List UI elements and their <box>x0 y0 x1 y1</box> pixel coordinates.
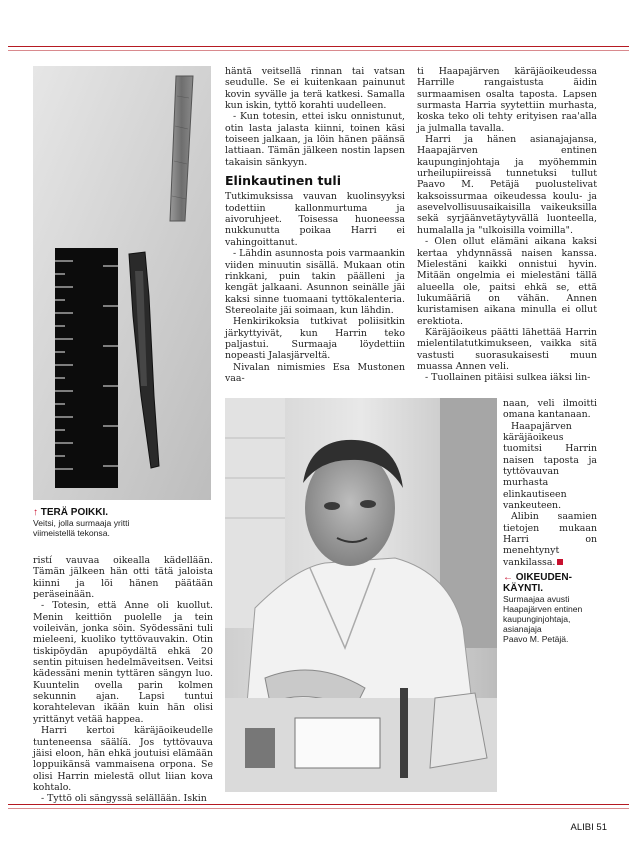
column-2-text <box>225 66 405 384</box>
caption-lawyer-head <box>503 572 599 583</box>
arrow-left-icon: ← <box>503 572 513 583</box>
paragraph: Haapajärven käräjäoikeus tuomitsi Harrin naisen taposta ja tyttövauvan murhasta elinkautiseen vankeuteen. <box>503 420 597 512</box>
paragraph: - Tuollainen pitäisi sulkea iäksi lin- <box>425 372 591 384</box>
caption-knife-line-1: Veitsi, jolla surmaaja yritti <box>33 518 130 528</box>
caption-lawyer-line-5: Paavo M. Petäjä. <box>503 634 569 644</box>
paragraph: Käräjäoikeus päätti lähettää Harrin mielentilatutkimukseen, vaikka sitä vastusti suorasukaisesti muun muassa Annen veli. <box>417 326 597 372</box>
caption-knife-title: TERÄ POIKKI. <box>40 507 109 518</box>
paragraph: - Olen ollut elämäni aikana kaksi kertaa yhdynnässä naisen kanssa. Mielestäni kaikki onnistui hyvin. Mitään ongelmia ei mielestäni tällä alueella ole, paitsi ehkä se, että lukumääriä on vähän. Annen kuristamisen aikana minulla ei ollut erektiota. <box>417 236 597 327</box>
arrow-up-icon: ↑ <box>33 507 38 518</box>
knife-photo <box>33 66 211 500</box>
caption-lawyer-line-1: Surmaajaa avusti <box>503 594 570 604</box>
paragraph: - Kun totesin, ettei isku onnistunut, otin lasta jalasta kiinni, toinen käsi toiseen jalkaan, ja löin hänen päänsä lattiaan. Tämän jälkeen nostin lapsen takaisin sänkyyn. <box>225 111 405 168</box>
caption-knife-line-2: viimeistellä tekonsa. <box>33 528 110 538</box>
caption-knife-head <box>33 507 213 518</box>
bottom-rule-thin <box>8 808 629 809</box>
page-number: ALIBI 51 <box>570 822 607 833</box>
column-1-text <box>33 555 213 805</box>
knife-photo-art <box>33 66 211 500</box>
caption-lawyer-title-2: KÄYNTI. <box>503 583 543 594</box>
paragraph: - Lähdin asunnosta pois varmaankin viiden minuutin sisällä. Mukaan otin rinkkani, puin takin päälleni ja kengät jalkaani. Asunnon seinälle jäi kaksi sinne tuomaani tyttökalenteria. Stereolaite jäi soimaan, kun lähdin. <box>225 248 405 316</box>
lawyer-photo-art <box>225 398 497 792</box>
closing-text: Alibin saamien tietojen mukaan Harri on menehtynyt vankilassa. <box>503 511 597 568</box>
paragraph: häntä veitsellä rinnan tai vatsan seudulle. Se ei kuitenkaan painunut kovin syvälle ja terä katkesi. Samalla kun iskin, tyttö korahti uudelleen. <box>225 66 405 112</box>
top-rule <box>8 46 629 47</box>
paragraph: ristí vauvaa oikealla kädellään. Tämän jälkeen hän otti tätä jaloista kiinni ja löi hänen päätään peräseinään. <box>33 555 213 601</box>
caption-lawyer-line-2: Haapajärven entinen <box>503 604 583 614</box>
paragraph: Henkirikoksia tutkivat poliisitkin järkyttyivät, kun Harrin teko paljastui. Surmaaja löydettiin nopeasti Jalasjärveltä. <box>225 316 405 362</box>
paragraph: - Tyttö oli sängyssä selällään. Iskin <box>41 793 207 805</box>
column-3-narrow-text <box>503 398 597 568</box>
column-3-text <box>417 66 597 384</box>
paragraph: Harri ja hänen asianajajansa, Haapajärven entinen kaupunginjohtaja ja myöhemmin urheilupiireissä tunnetuksi tullut Paavo M. Petäjä puolustelivat kaksoissurmaa oikeudessa koulu- ja asevelvollisuusaikaisilla vaikeuksilla sekä syrjäänvetäytyvällä luonteella, humalalla ja "ulkoisilla voimilla". <box>417 134 597 236</box>
caption-lawyer-line-4: asianajaja <box>503 624 542 634</box>
paragraph: Tutkimuksissa vauvan kuolinsyyksi todettiin kallonmurtuma ja aivoruhjeet. Toisessa huoneessa nukkunutta poikaa Harri ei vahingoittanut. <box>225 191 405 248</box>
paragraph: Nivalan nimismies Esa Mustonen vaa- <box>225 361 405 384</box>
paragraph: ti Haapajärven käräjäoikeudessa Harrille rangaistusta äidin surmaamisen osalta taposta. Lapsen surmasta Harria syytettiin murhasta, koska teko oli tehty erityisen raa'alla ja julmalla tavalla. <box>417 66 597 134</box>
caption-knife <box>33 507 213 538</box>
paragraph: naan, veli ilmoitti omana kantanaan. <box>503 398 597 421</box>
caption-lawyer-line-3: kaupunginjohtaja, <box>503 614 571 624</box>
caption-lawyer-title-1: OIKEUDEN- <box>515 572 572 583</box>
lawyer-photo <box>225 398 497 792</box>
paragraph: - Totesin, että Anne oli kuollut. Menin keittiön puolelle ja tein voileivän, jonka söin. Syödessäni tuli mieleeni, kuoliko tyttövauvakin. Otin tiskipöydän apupöydältä ehkä 20 sentin pituisen hedelmäveitsen. Veitsi kädessäni menin tyttären sängyn luo. Kuuntelin ovella parin kolmen sekunnin ajan. Lapsi tuntui korahtelevan ikään kuin hän olisi yrittänyt vetää happea. <box>33 600 213 725</box>
top-rule-thin <box>8 50 629 51</box>
end-mark-icon <box>557 559 563 565</box>
paragraph: Harri kertoi käräjäoikeudelle tunteneensa säälíä. Jos tyttövauva jäisi eloon, hän ehkä joutuisi elämään loppuikänsä vammaisena orpona. Se olisi Harrin mielestä ollut liian kova kohtalo. <box>33 725 213 793</box>
caption-lawyer <box>503 572 599 644</box>
paragraph <box>503 511 597 568</box>
section-heading: Elinkautinen tuli <box>225 173 341 189</box>
